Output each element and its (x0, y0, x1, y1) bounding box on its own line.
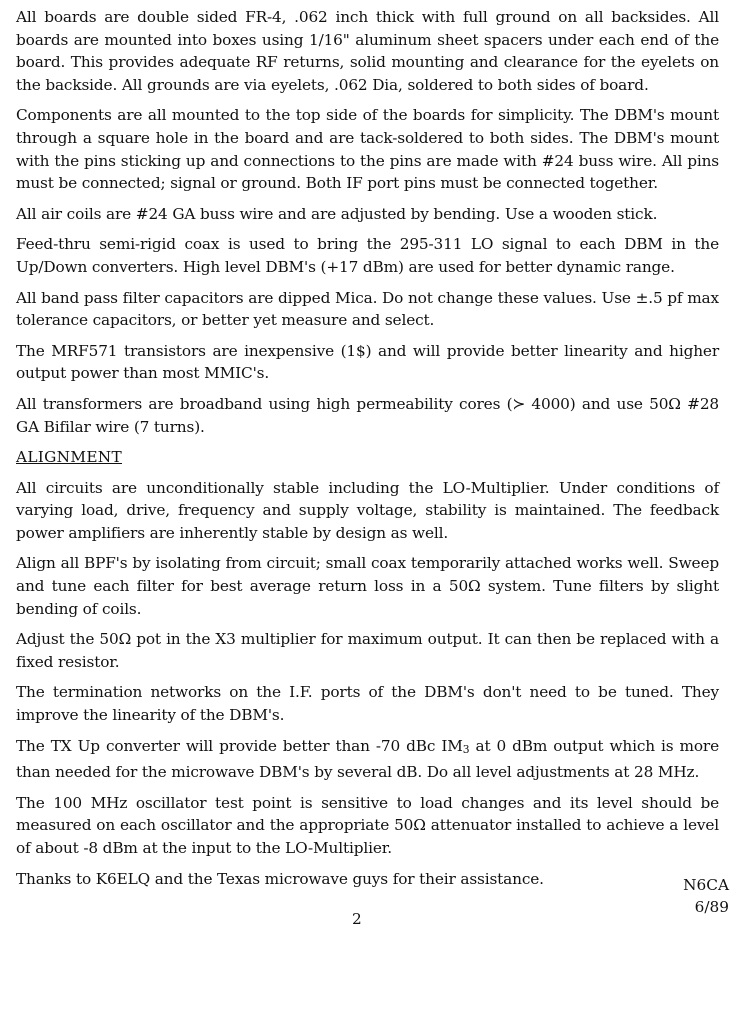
signature-date: 6/89 (694, 897, 729, 916)
document-page (16, 6, 729, 938)
alignment-heading: ALIGNMENT (16, 448, 122, 467)
paragraph-tx-up-converter (16, 735, 719, 784)
footer (16, 868, 729, 938)
paragraph-stability: All circuits are unconditionally stable including the LO-Multiplier. Under conditions of varying load, drive, frequency and supply voltage, stability is maintained. The feedback power amplifiers are inherently stable by design as well. (16, 478, 719, 542)
paragraph-transformers: All transformers are broadband using high permeability cores (≻ 4000) and use 50Ω #28 GA Bifilar wire (7 turns). (16, 394, 719, 436)
tx-para-after: at 0 dBm output which is more than needed for the microwave DBM's by several dB. Do all level adjustments at 28 MHz. (16, 736, 719, 782)
signature-callsign: N6CA (683, 875, 729, 894)
paragraph-component-mounting: Components are all mounted to the top side of the boards for simplicity. The DBM's mount through a square hole in the board and are tack-soldered to both sides. The DBM's mount with the pins sticking up and connections to the pins are made with #24 buss wire. All pins must be connected; signal or ground. Both IF port pins must be connected together. (16, 106, 719, 193)
paragraph-termination-networks: The termination networks on the I.F. ports of the DBM's don't need to be tuned. They improve the linearity of the DBM's. (16, 683, 719, 725)
tx-para-before: The TX Up converter will provide better than -70 dBc IM (16, 736, 463, 755)
paragraph-filter-capacitors: All band pass filter capacitors are dipped Mica. Do not change these values. Use ±.5 pf max tolerance capacitors, or better yet measure and select. (16, 288, 719, 330)
paragraph-pot-adjustment: Adjust the 50Ω pot in the X3 multiplier for maximum output. It can then be replaced with a fixed resistor. (16, 630, 719, 671)
thanks-line: Thanks to K6ELQ and the Texas microwave guys for their assistance. (16, 869, 544, 888)
paragraph-bpf-alignment: Align all BPF's by isolating from circuit; small coax temporarily attached works well. Sweep and tune each filter for best average return loss in a 50Ω system. Tune filters by slight bending of coils. (16, 554, 719, 618)
paragraph-feed-thru-coax: Feed-thru semi-rigid coax is used to bring the 295-311 LO signal to each DBM in the Up/Down converters. High level DBM's (+17 dBm) are used for better dynamic range. (16, 235, 719, 276)
tx-para-subscript: 3 (462, 742, 470, 756)
paragraph-air-coils: All air coils are #24 GA buss wire and are adjusted by bending. Use a wooden stick. (16, 204, 658, 223)
page-number: 2 (352, 909, 362, 928)
signature-block (683, 874, 729, 918)
paragraph-transistors: The MRF571 transistors are inexpensive (1$) and will provide better linearity and higher output power than most MMIC's. (16, 341, 719, 383)
paragraph-board-construction: All boards are double sided FR-4, .062 inch thick with full ground on all backsides. All boards are mounted into boxes using 1/16" aluminum sheet spacers under each end of the board. This provides adequate RF returns, solid mounting and clearance for the eyelets on the backside. All grounds are via eyelets, .062 Dia, soldered to both sides of board. (16, 8, 719, 94)
paragraph-oscillator-test-point: The 100 MHz oscillator test point is sensitive to load changes and its level should be measured on each oscillator and the appropriate 50Ω attenuator installed to achieve a level of about -8 dBm at the input to the LO-Multiplier. (16, 793, 719, 857)
